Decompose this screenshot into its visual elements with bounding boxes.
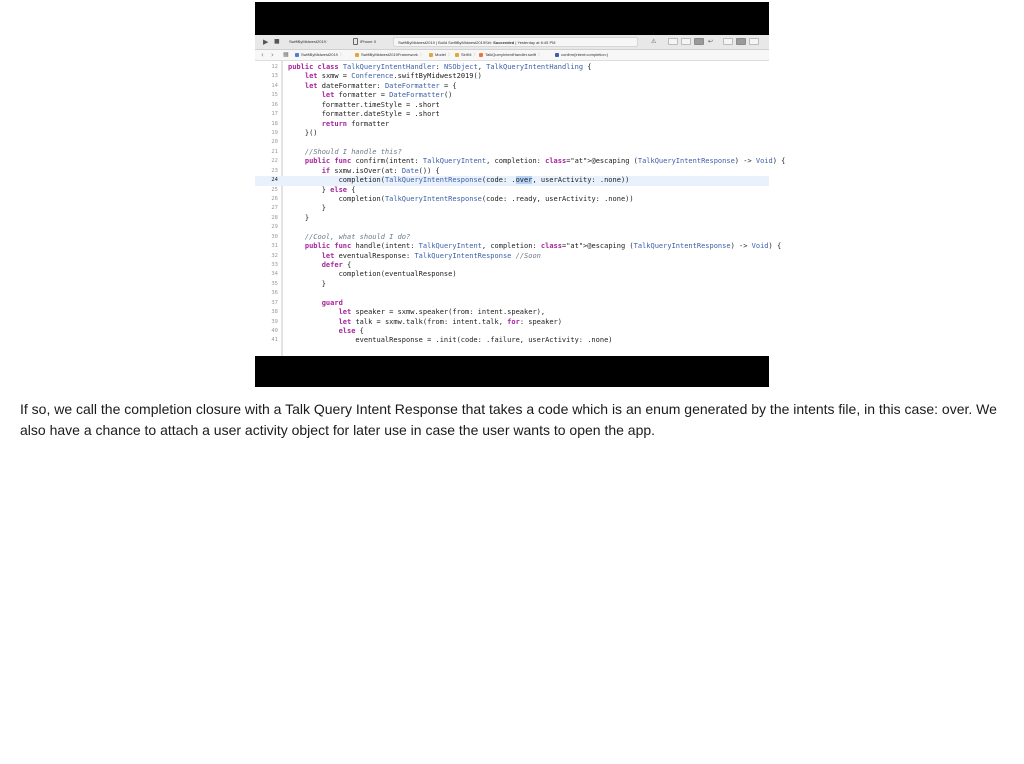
- navigator-toggle[interactable]: [723, 38, 733, 45]
- forward-icon[interactable]: ›: [271, 51, 274, 59]
- code-line[interactable]: [255, 242, 782, 251]
- code-line[interactable]: [255, 318, 769, 327]
- code-text[interactable]: let eventualResponse: TalkQueryIntentResponse //Soon: [321, 251, 541, 260]
- swift-file-icon: [479, 53, 483, 57]
- code-line[interactable]: [255, 252, 769, 261]
- code-text[interactable]: }: [288, 204, 326, 213]
- device-selector[interactable]: [353, 38, 376, 46]
- code-text[interactable]: if sxmw.isOver(at: Date()) {: [321, 166, 440, 175]
- line-number[interactable]: 40: [271, 328, 278, 335]
- slide-screenshot-frame: [255, 2, 786, 387]
- line-number[interactable]: 30: [271, 233, 278, 240]
- editor-standard-toggle[interactable]: [668, 38, 678, 45]
- code-text[interactable]: public func confirm(intent: TalkQueryIntent, completion: class="at">@escaping (TalkQueryIntentResponse) -> Void) {: [304, 157, 786, 166]
- line-number[interactable]: 39: [271, 318, 278, 325]
- line-number[interactable]: 37: [271, 299, 278, 306]
- folder-icon: [355, 53, 359, 57]
- code-line[interactable]: [255, 101, 769, 110]
- code-text[interactable]: }(): [288, 129, 318, 137]
- line-number[interactable]: 21: [271, 148, 278, 155]
- code-text[interactable]: let speaker = sxmw.speaker(from: intent.speaker),: [338, 308, 546, 317]
- code-line[interactable]: [255, 233, 769, 242]
- editor-assistant-toggle[interactable]: [681, 38, 691, 45]
- method-icon: [555, 53, 559, 57]
- code-text[interactable]: } else {: [288, 185, 356, 194]
- breadcrumb-method[interactable]: confirm(intent:completion:): [555, 51, 608, 59]
- code-line[interactable]: [255, 204, 769, 213]
- code-line[interactable]: [255, 157, 786, 166]
- code-line[interactable]: [255, 280, 769, 289]
- breadcrumb-framework[interactable]: SwiftByMidwest2019Framework 〉: [355, 51, 424, 59]
- code-line[interactable]: [255, 63, 769, 72]
- line-number[interactable]: 36: [271, 290, 278, 297]
- code-line[interactable]: [255, 214, 769, 223]
- line-number[interactable]: 13: [271, 73, 278, 80]
- code-text[interactable]: completion(eventualResponse): [288, 270, 457, 279]
- breadcrumb-project[interactable]: SwiftByMidwest2019 〉: [295, 51, 344, 59]
- code-text[interactable]: eventualResponse = .init(code: .failure, userActivity: .none): [288, 336, 613, 345]
- source-editor[interactable]: [255, 61, 786, 356]
- code-text[interactable]: formatter.timeStyle = .short: [288, 100, 440, 109]
- line-number[interactable]: 18: [271, 120, 278, 127]
- code-line[interactable]: [255, 327, 769, 336]
- activity-status: SwiftByMidwest2019 | Build SwiftByMidwest2019Siri: Succeeded | Yesterday at 6:45 PM: [393, 37, 638, 47]
- code-line[interactable]: [255, 167, 769, 176]
- code-text[interactable]: return formatter: [321, 119, 390, 128]
- warning-icon[interactable]: ⚠: [651, 38, 657, 45]
- line-number[interactable]: 27: [271, 205, 278, 212]
- line-number[interactable]: 16: [271, 101, 278, 108]
- code-line[interactable]: [255, 148, 769, 157]
- code-line[interactable]: [255, 223, 769, 232]
- line-number[interactable]: 35: [271, 280, 278, 287]
- debug-area-toggle[interactable]: [736, 38, 746, 45]
- code-text[interactable]: let formatter = DateFormatter(): [321, 91, 453, 100]
- stop-icon[interactable]: ■: [274, 38, 280, 45]
- code-line[interactable]: [255, 138, 769, 147]
- line-number[interactable]: 12: [271, 64, 278, 70]
- device-name: iPhone X: [360, 39, 377, 44]
- line-number[interactable]: 22: [271, 158, 278, 165]
- iphone-icon: [353, 38, 358, 45]
- code-text[interactable]: formatter.dateStyle = .short: [288, 110, 440, 119]
- code-text[interactable]: completion(TalkQueryIntentResponse(code: .ready, userActivity: .none)): [288, 195, 634, 204]
- line-number[interactable]: 15: [271, 92, 278, 99]
- code-text[interactable]: }: [288, 213, 310, 222]
- inspector-toggle[interactable]: [749, 38, 759, 45]
- code-text[interactable]: let talk = sxmw.talk(from: intent.talk, for: speaker): [338, 317, 562, 326]
- code-line[interactable]: [255, 176, 769, 185]
- code-line[interactable]: [255, 270, 769, 279]
- code-line[interactable]: [255, 72, 769, 81]
- code-text[interactable]: }: [288, 279, 326, 288]
- build-status: Succeeded: [493, 40, 515, 45]
- related-items-icon[interactable]: ▦: [283, 51, 289, 58]
- code-text[interactable]: public func handle(intent: TalkQueryIntent, completion: class="at">@escaping (TalkQueryIntentResponse) -> Void) {: [304, 242, 782, 251]
- scheme-name: SwiftByMidwest2019: [289, 39, 326, 44]
- code-line[interactable]: [255, 186, 769, 195]
- line-number[interactable]: 32: [271, 252, 278, 259]
- code-line[interactable]: [255, 299, 769, 308]
- line-number[interactable]: 23: [271, 167, 278, 174]
- code-line[interactable]: [255, 261, 769, 270]
- line-number[interactable]: 17: [271, 111, 278, 118]
- line-number[interactable]: 28: [271, 214, 278, 221]
- return-icon[interactable]: ↩: [708, 38, 714, 45]
- code-text[interactable]: else {: [338, 327, 364, 336]
- line-number[interactable]: 33: [271, 262, 278, 269]
- code-text[interactable]: let sxmw = Conference.swiftByMidwest2019(): [304, 72, 482, 81]
- code-line[interactable]: [255, 336, 769, 345]
- folder-icon: [429, 53, 433, 57]
- line-number[interactable]: 25: [271, 186, 278, 193]
- xcode-window: [255, 35, 786, 356]
- code-line[interactable]: [255, 91, 769, 100]
- code-text[interactable]: guard: [321, 298, 343, 307]
- breadcrumb-model[interactable]: Model 〉: [429, 51, 452, 59]
- code-line[interactable]: [255, 110, 769, 119]
- breadcrumb-file[interactable]: TalkQueryIntentHandler.swift 〉: [479, 51, 542, 59]
- run-icon[interactable]: ▶: [263, 38, 269, 46]
- line-number[interactable]: 38: [271, 309, 278, 316]
- back-icon[interactable]: ‹: [261, 51, 264, 59]
- code-text[interactable]: //Cool, what should I do?: [304, 232, 411, 241]
- code-line[interactable]: [255, 308, 769, 317]
- line-number[interactable]: 19: [271, 130, 278, 136]
- code-line[interactable]: [255, 82, 769, 91]
- line-number[interactable]: 24: [271, 177, 278, 184]
- line-number[interactable]: 41: [271, 337, 278, 344]
- breadcrumb-sirikit[interactable]: SiriKit 〉: [455, 51, 477, 59]
- jump-bar: [255, 50, 769, 61]
- line-number[interactable]: 34: [271, 271, 278, 278]
- code-text[interactable]: public class TalkQueryIntentHandler: NSObject, TalkQueryIntentHandling {: [288, 63, 592, 71]
- code-text[interactable]: //Should I handle this?: [304, 147, 402, 156]
- scheme-selector[interactable]: SwiftByMidwest2019〉: [289, 39, 330, 44]
- code-line[interactable]: [255, 129, 769, 138]
- xcode-toolbar: [255, 35, 769, 50]
- code-text[interactable]: completion(TalkQueryIntentResponse(code: .over, userActivity: .none)): [288, 176, 630, 185]
- code-text[interactable]: defer {: [321, 261, 352, 270]
- line-number[interactable]: 14: [271, 82, 278, 89]
- code-text[interactable]: let dateFormatter: DateFormatter = {: [304, 81, 457, 90]
- line-number[interactable]: 29: [271, 224, 278, 231]
- code-line[interactable]: [255, 195, 769, 204]
- code-line[interactable]: [255, 120, 769, 129]
- folder-icon: [455, 53, 459, 57]
- slide-caption: If so, we call the completion closure with a Talk Query Intent Response that takes a code which is an enum generated by the intents file, in this case: over. We also have a chance to attach a user activity object for later use in case the user wants to open the app.: [20, 401, 997, 438]
- project-icon: [295, 53, 299, 57]
- line-number[interactable]: 26: [271, 196, 278, 203]
- code-line[interactable]: [255, 289, 769, 298]
- line-number[interactable]: 31: [271, 243, 278, 250]
- editor-version-toggle[interactable]: [694, 38, 704, 45]
- line-number[interactable]: 20: [271, 139, 278, 146]
